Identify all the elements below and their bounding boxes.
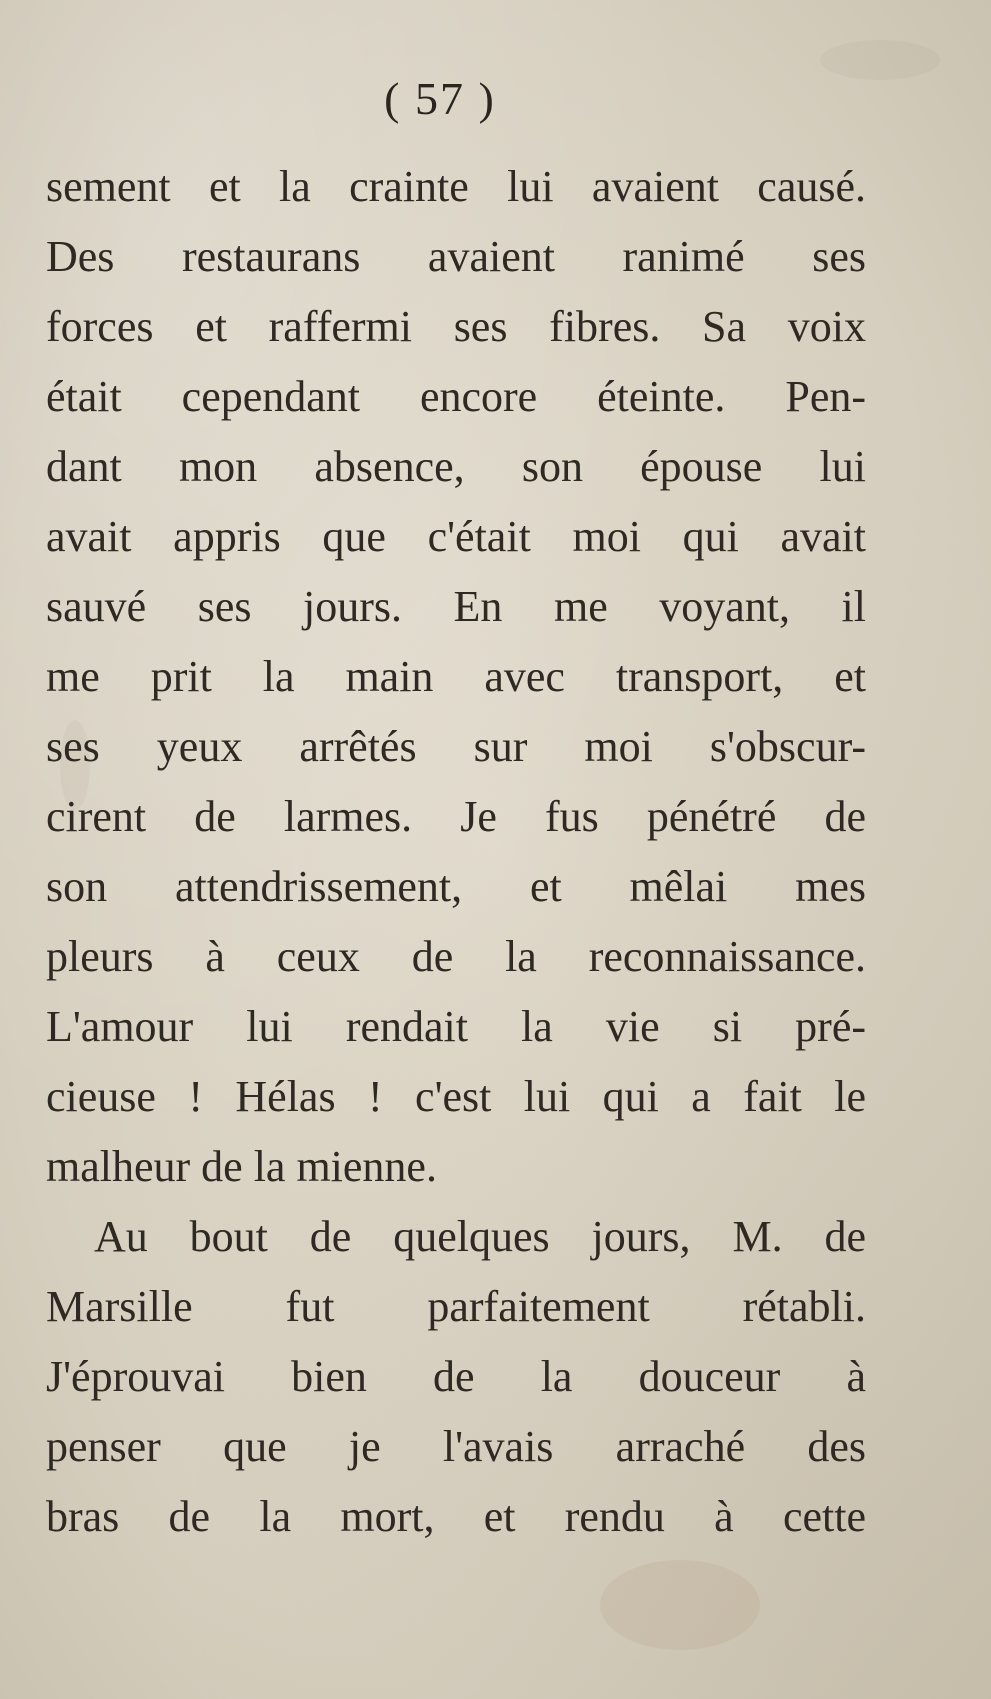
text-line: L'amour lui rendait la vie si pré- (46, 1002, 866, 1051)
page-number: ( 57 ) (384, 73, 496, 124)
text-line: cieuse ! Hélas ! c'est lui qui a fait le (46, 1072, 866, 1121)
text-line: ses yeux arrêtés sur moi s'obscur- (46, 722, 866, 771)
text-line: Marsille fut parfaitement rétabli. (46, 1282, 866, 1331)
text-line: sement et la crainte lui avaient causé. (46, 162, 866, 211)
text-line: forces et raffermi ses fibres. Sa voix (46, 302, 866, 351)
text-line: pleurs à ceux de la reconnaissance. (46, 932, 866, 981)
text-line: J'éprouvai bien de la douceur à (46, 1352, 866, 1401)
text-line: penser que je l'avais arraché des (46, 1422, 866, 1471)
text-line: était cependant encore éteinte. Pen- (46, 372, 866, 421)
text-line: avait appris que c'était moi qui avait (46, 512, 866, 561)
text-line: dant mon absence, son épouse lui (46, 442, 866, 491)
text-line: Des restaurans avaient ranimé ses (46, 232, 866, 281)
body-text (46, 152, 866, 1552)
text-line: sauvé ses jours. En me voyant, il (46, 582, 866, 631)
text-line: son attendrissement, et mêlai mes (46, 862, 866, 911)
text-line: malheur de la mienne. (46, 1142, 437, 1191)
paper-stain (600, 1560, 760, 1650)
text-line: bras de la mort, et rendu à cette (46, 1492, 866, 1541)
text-line: Au bout de quelques jours, M. de (94, 1212, 866, 1261)
text-line: cirent de larmes. Je fus pénétré de (46, 792, 866, 841)
text-line: me prit la main avec transport, et (46, 652, 866, 701)
